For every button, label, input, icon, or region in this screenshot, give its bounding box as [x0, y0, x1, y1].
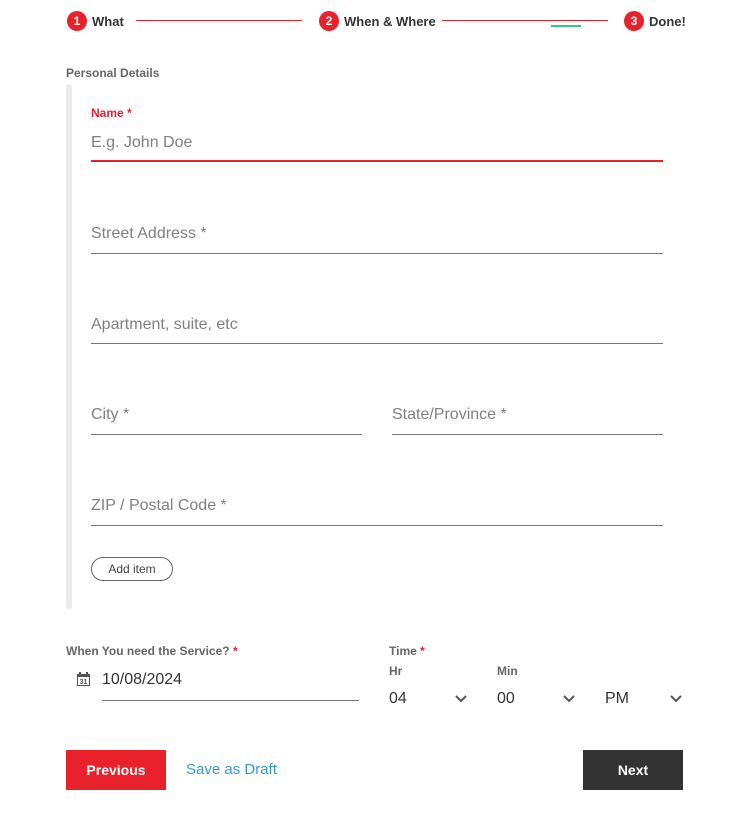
name-label: [91, 106, 132, 120]
street-address-input[interactable]: [91, 222, 663, 246]
chevron-down-icon: [669, 692, 683, 706]
name-input[interactable]: [91, 131, 663, 155]
hour-label: Hr: [389, 664, 403, 678]
minute-label: Min: [497, 664, 518, 678]
progress-indicator: [551, 25, 581, 27]
service-date-underline: [102, 700, 359, 701]
add-item-button[interactable]: Add item: [91, 557, 173, 581]
name-label-text: Name: [91, 106, 124, 120]
previous-button[interactable]: Previous: [66, 750, 166, 790]
time-label: [389, 644, 425, 658]
service-date-input[interactable]: 10/08/2024: [102, 671, 183, 688]
personal-details-card-border: [66, 84, 72, 609]
calendar-icon-day: 31: [79, 679, 88, 686]
state-province-underline: [392, 434, 663, 435]
apartment-input[interactable]: [91, 313, 663, 337]
name-required-mark: *: [127, 106, 132, 120]
step-2-label: When & Where: [344, 14, 436, 29]
city-input[interactable]: [91, 403, 362, 427]
step-3-label: Done!: [649, 14, 686, 29]
save-as-draft-link[interactable]: Save as Draft: [186, 761, 277, 778]
city-underline: [91, 434, 362, 435]
next-button[interactable]: Next: [583, 750, 683, 790]
service-date-label: [66, 644, 238, 658]
step-1-label: What: [92, 14, 124, 29]
state-province-input[interactable]: [392, 403, 663, 427]
ampm-select-value: PM: [605, 690, 629, 707]
service-date-label-text: When You need the Service?: [66, 644, 230, 658]
chevron-down-icon: [562, 692, 576, 706]
step-2-number: 2: [319, 11, 339, 31]
apartment-underline: [91, 343, 663, 344]
step-1-number: 1: [67, 11, 87, 31]
calendar-icon[interactable]: [77, 672, 90, 686]
hour-select-value: 04: [389, 690, 407, 707]
personal-details-title: Personal Details: [66, 66, 160, 80]
chevron-down-icon: [454, 692, 468, 706]
step-connector-2: [442, 20, 608, 21]
zip-code-input[interactable]: [91, 494, 663, 518]
minute-select-value: 00: [497, 690, 515, 707]
zip-code-underline: [91, 525, 663, 526]
time-required-mark: *: [420, 644, 425, 658]
service-date-required-mark: *: [232, 644, 238, 658]
name-underline: [91, 160, 663, 162]
step-3-number: 3: [624, 11, 644, 31]
step-connector-1: [136, 20, 302, 21]
street-address-underline: [91, 253, 663, 254]
time-label-text: Time: [389, 644, 417, 658]
